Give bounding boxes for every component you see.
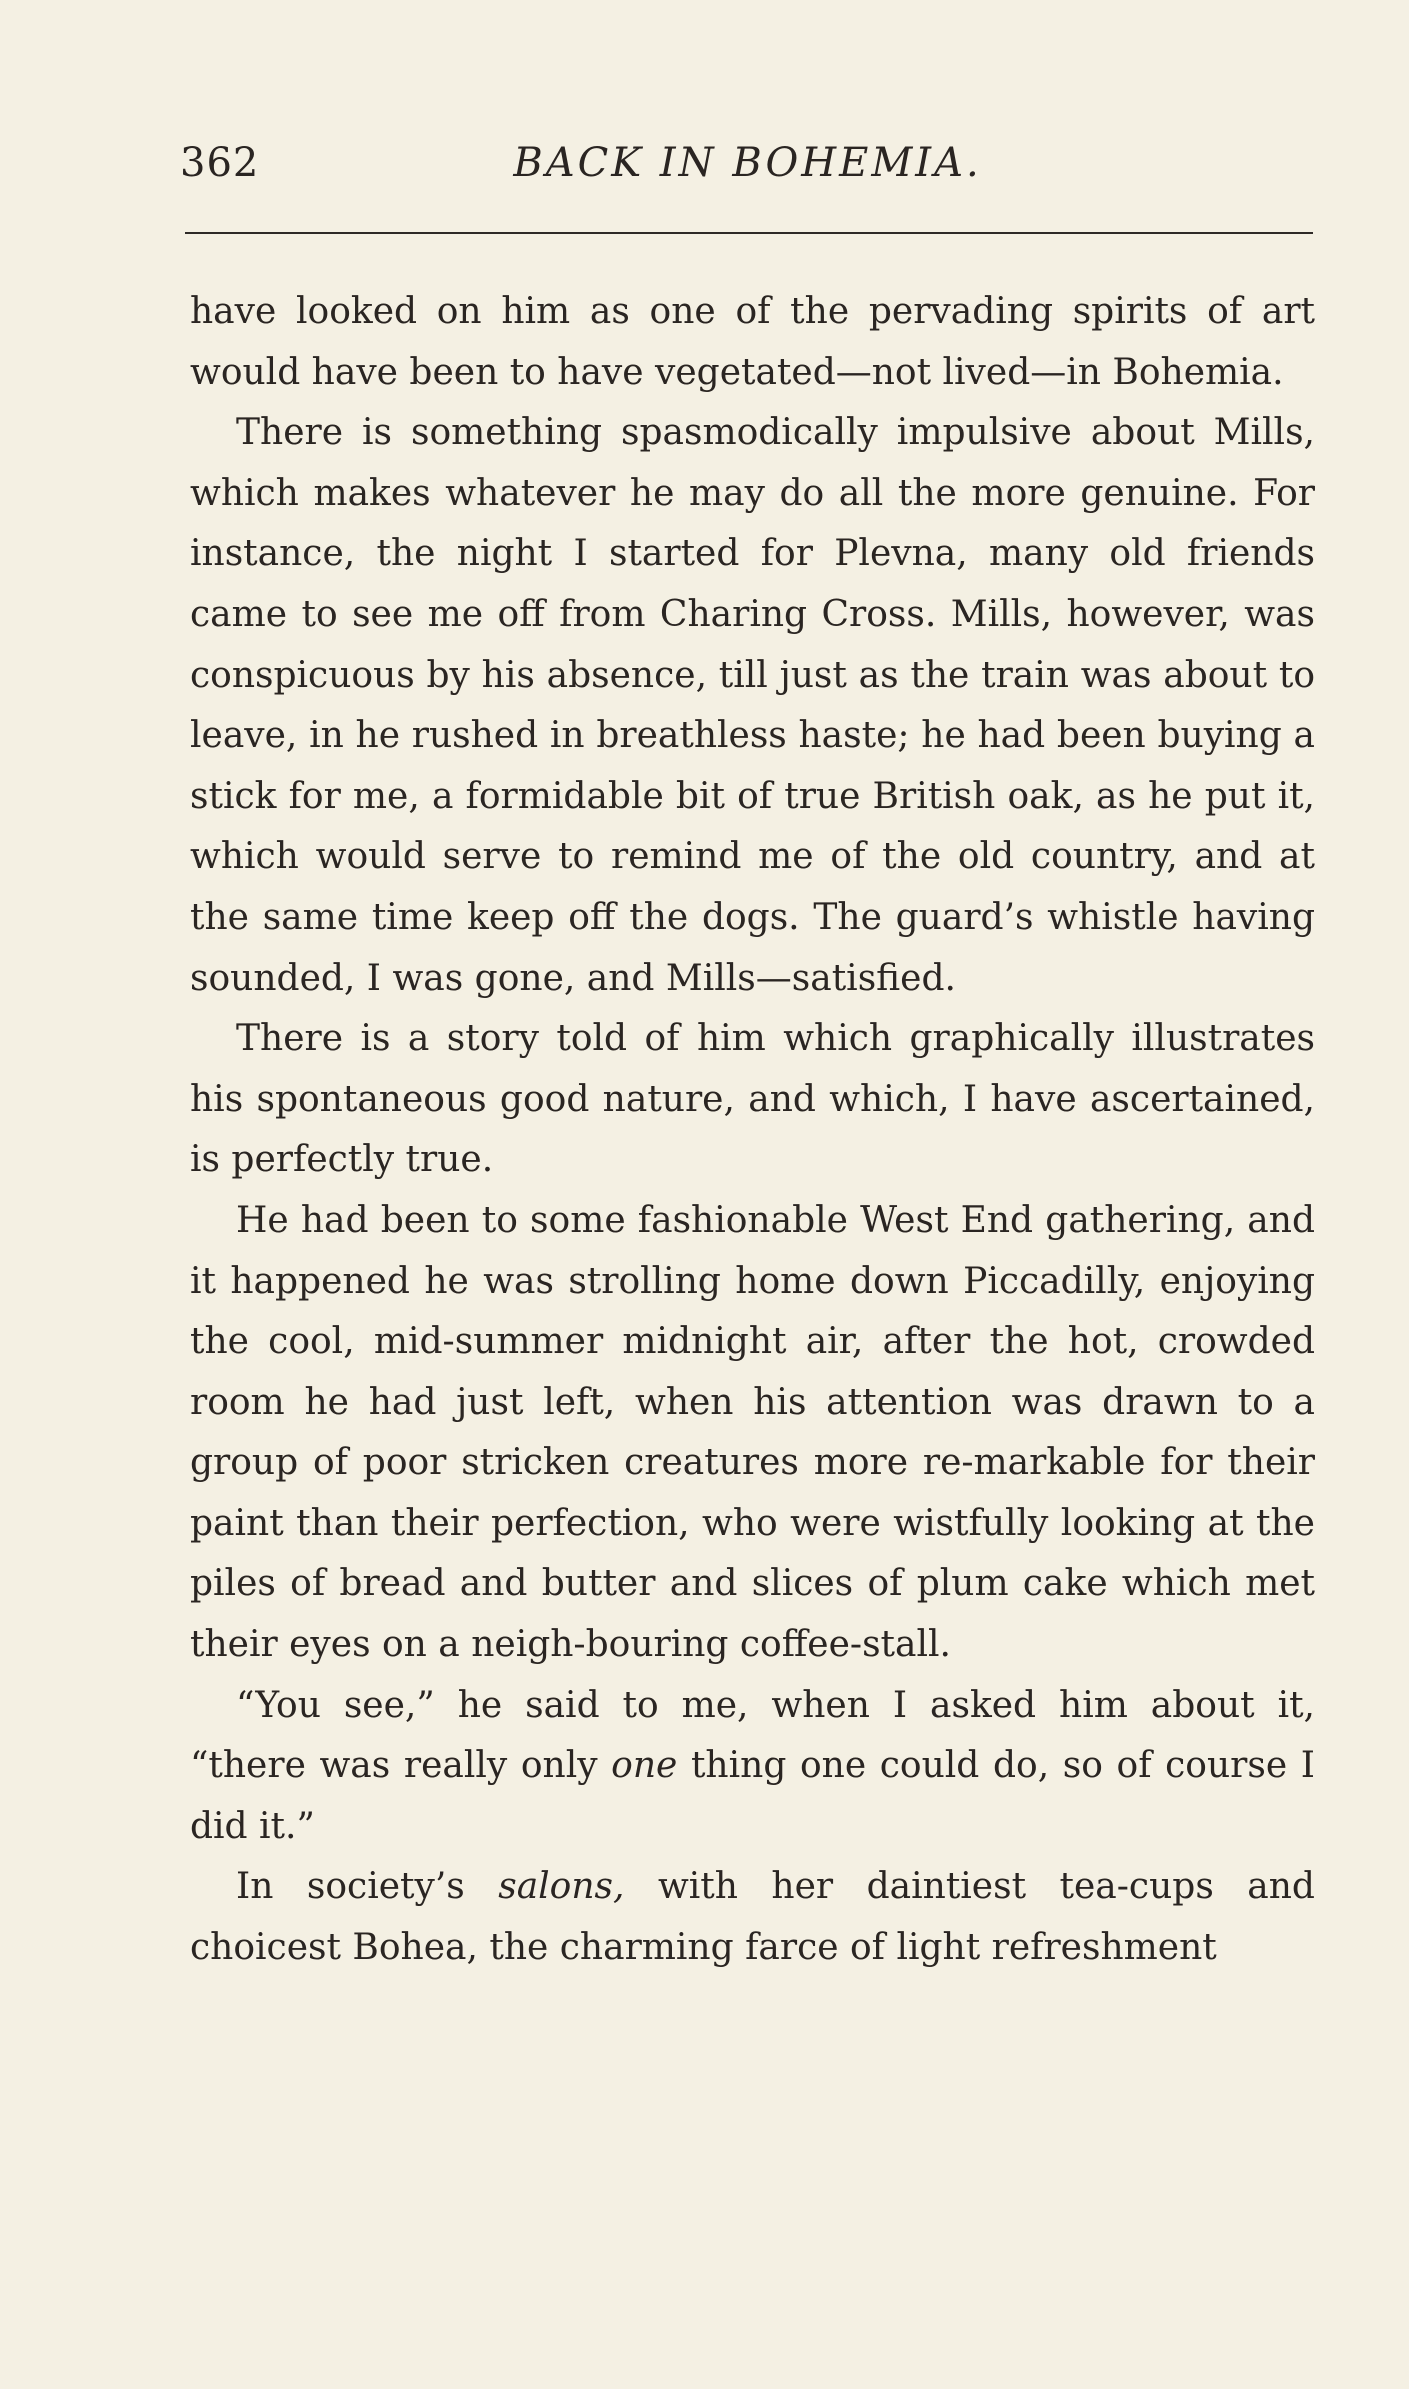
paragraph: He had been to some fashionable West End gathering, and it happened he was strolling home down Piccadilly, enjoying the cool, mid-summer midnight air, after the hot, crowded room he had just left, when his attention was drawn to a group of poor stricken creatures more re-markable for their paint than their perfection, who were wistfully looking at the piles of bread and butter and slices of plum cake which met their eyes on a neigh-bouring coffee-stall.: [190, 1199, 1315, 1666]
paragraph: There is something spasmodically impulsive about Mills, which makes whatever he may do all the more genuine. For instance, the night I started for Plevna, many old friends came to see me off from Charing Cross. Mills, however, was conspicuous by his absence, till just as the train was about to leave, in he rushed in breathless haste; he had been buying a stick for me, a formidable bit of true British oak, as he put it, which would serve to remind me of the old country, and at the same time keep off the dogs. The guard’s whistle having sounded, I was gone, and Mills—satisfied.: [190, 412, 1315, 999]
emphasis: salons,: [498, 1866, 625, 1908]
quote-text: “You see,” he said to me, when I asked him about it, “there was really only: [190, 1684, 1315, 1787]
paragraph-text: In society’s: [236, 1866, 499, 1908]
paragraph: [190, 1857, 1315, 1978]
page-header: [180, 140, 1315, 200]
paragraph: There is a story told of him which graphically illustrates his spontaneous good nature, and which, I have ascertained, is perfectly true.: [190, 1018, 1315, 1181]
page-number: 362: [180, 140, 260, 186]
paragraph-quote: [190, 1676, 1315, 1858]
header-rule: [185, 232, 1313, 234]
quote-text: thing one could do, so of course I did it.”: [190, 1745, 1315, 1847]
paragraph-continuation: have looked on him as one of the pervading spirits of art would have been to have vegetated—not lived—in Bohemia.: [190, 291, 1315, 393]
body-text: [190, 282, 1315, 1979]
paragraph-text: with her daintiest tea-cups and choicest Bohea, the charming farce of light refreshment: [190, 1866, 1315, 1969]
emphasis: one: [611, 1745, 678, 1787]
running-head: BACK IN BOHEMIA.: [513, 140, 982, 186]
